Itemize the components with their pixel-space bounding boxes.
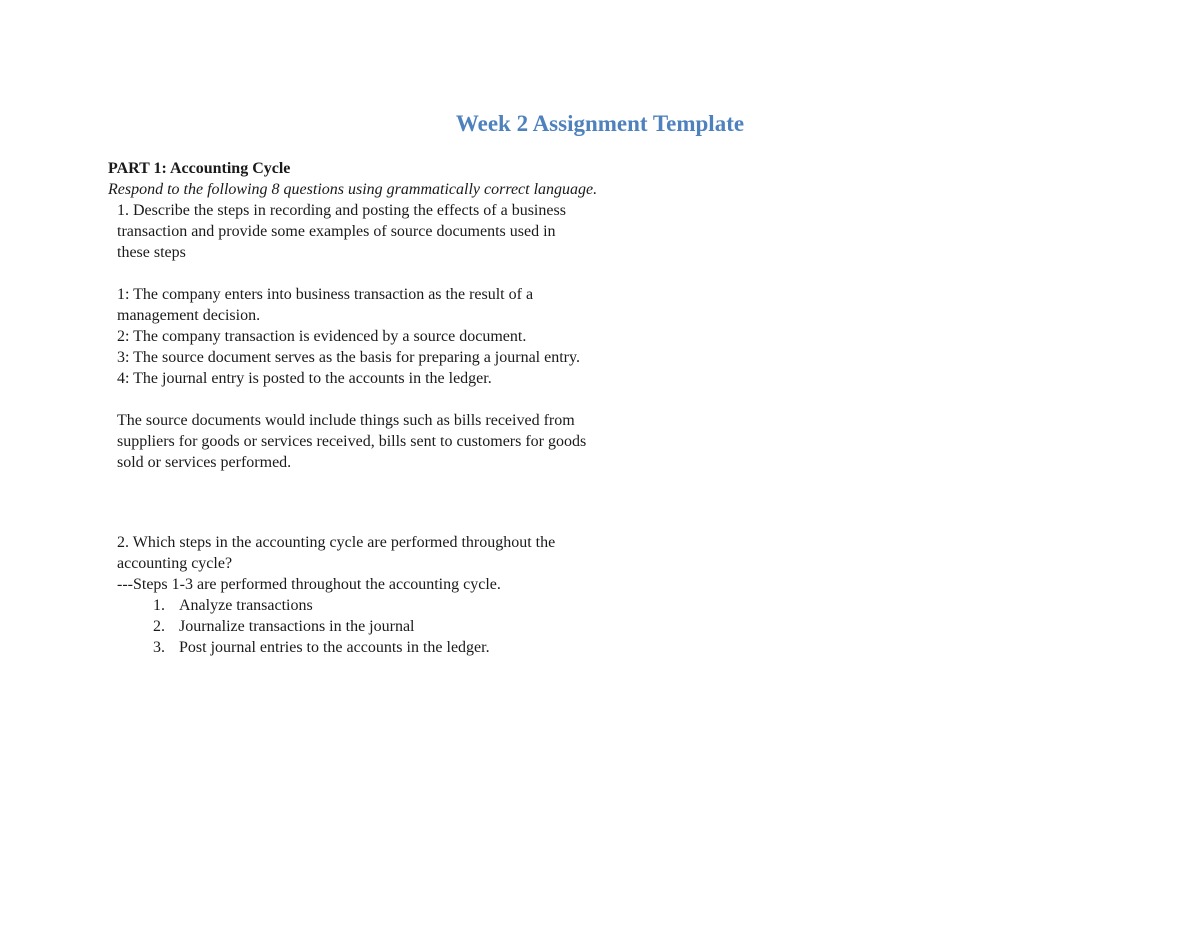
steps-list	[117, 595, 587, 658]
step-item: 2: The company transaction is evidenced by a source document.	[117, 328, 527, 345]
list-number: 1.	[153, 597, 165, 614]
list-item	[153, 616, 587, 637]
step-item: 1: The company enters into business transaction as the result of a management decision.	[117, 286, 534, 324]
source-documents-text: The source documents would include things such as bills received from suppliers for goods or services received, bills sent to customers for goods sold or services performed.	[117, 412, 587, 471]
question-2-answer: ---Steps 1-3 are performed throughout the accounting cycle.	[117, 576, 501, 593]
document-title: Week 2 Assignment Template	[455, 111, 745, 136]
list-number: 3.	[153, 639, 165, 656]
list-number: 2.	[153, 618, 165, 635]
question-1-text: 1. Describe the steps in recording and posting the effects of a business transaction and provide some examples of source documents used in these steps	[117, 202, 566, 261]
question-1-block	[108, 200, 587, 473]
list-text: Journalize transactions in the journal	[179, 618, 415, 635]
question-2-block	[108, 532, 587, 658]
instructions: Respond to the following 8 questions using grammatically correct language.	[108, 181, 598, 198]
question-2-text: 2. Which steps in the accounting cycle are performed throughout the accounting cycle?	[117, 534, 556, 572]
part-heading: PART 1: Accounting Cycle	[108, 160, 291, 177]
list-text: Analyze transactions	[179, 597, 313, 614]
list-text: Post journal entries to the accounts in the ledger.	[179, 639, 490, 656]
document-body	[108, 158, 808, 658]
list-item	[153, 595, 587, 616]
list-item	[153, 637, 587, 658]
step-item: 3: The source document serves as the basis for preparing a journal entry.	[117, 349, 580, 366]
step-item: 4: The journal entry is posted to the accounts in the ledger.	[117, 370, 492, 387]
